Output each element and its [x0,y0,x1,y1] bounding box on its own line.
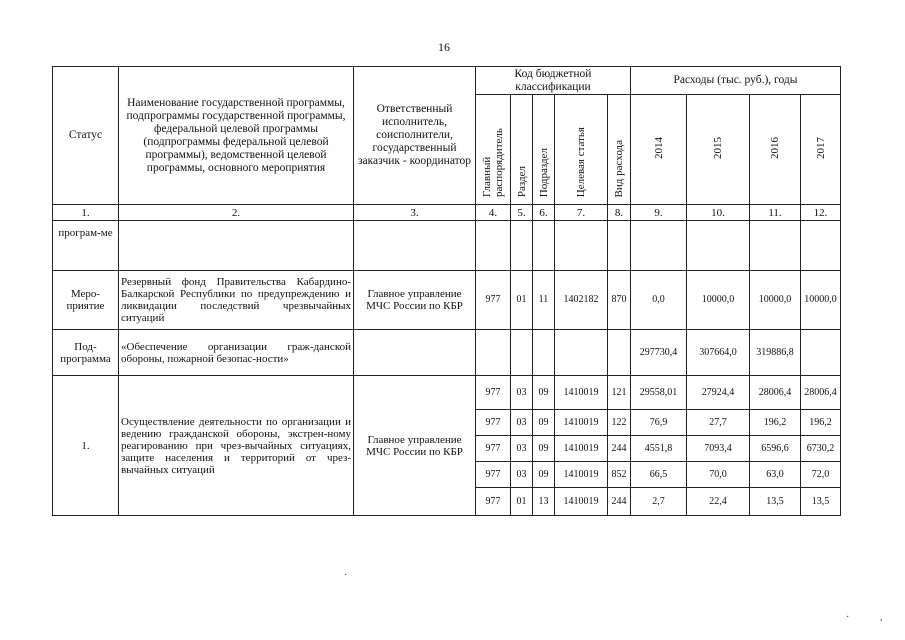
header-responsible: Ответственный исполнитель, соисполнители, государственный заказчик - координатор [354,67,476,205]
code-cell: 977 [476,410,511,436]
code-cell: 977 [476,488,511,516]
header-budget-code: Код бюджетной классификации [476,67,631,95]
column-number: 12. [801,205,841,221]
value-cell: 297730,4 [631,330,687,376]
code-cell: 01 [511,271,533,330]
header-status: Статус [53,67,119,205]
column-number: 4. [476,205,511,221]
value-cell: 6596,6 [750,436,801,462]
value-cell: 10000,0 [750,271,801,330]
header-expenses: Расходы (тыс. руб.), годы [631,67,841,95]
code-cell: 03 [511,410,533,436]
value-cell: 196,2 [750,410,801,436]
value-cell: 13,5 [801,488,841,516]
column-number: 10. [687,205,750,221]
row-status: Меро-приятие [53,271,119,330]
code-cell: 03 [511,436,533,462]
code-cell: 121 [608,376,631,410]
value-cell: 6730,2 [801,436,841,462]
row-status: програм-ме [53,221,119,271]
scan-speck: · [344,570,348,581]
column-number: 8. [608,205,631,221]
header-code-col: Целевая статья [555,95,608,205]
row-name: «Обеспечение организации граж-данской обороны, пожарной безопас-ности» [119,330,354,376]
table-row [53,221,841,271]
header-year: 2014 [631,95,687,205]
value-cell: 13,5 [750,488,801,516]
code-cell: 09 [533,462,555,488]
code-cell: 09 [533,436,555,462]
value-cell: 27924,4 [687,376,750,410]
code-cell: 13 [533,488,555,516]
code-cell: 11 [533,271,555,330]
column-number: 5. [511,205,533,221]
column-number: 2. [119,205,354,221]
header-code-col: Главный распорядитель [476,95,511,205]
table-row [53,330,841,376]
value-cell: 63,0 [750,462,801,488]
row-status: Под-программа [53,330,119,376]
value-cell: 7093,4 [687,436,750,462]
table-row [53,271,841,330]
code-cell: 1410019 [555,462,608,488]
code-cell: 01 [511,488,533,516]
code-cell: 852 [608,462,631,488]
value-cell: 29558,01 [631,376,687,410]
code-cell: 870 [608,271,631,330]
column-number: 1. [53,205,119,221]
code-cell: 977 [476,436,511,462]
value-cell: 2,7 [631,488,687,516]
code-cell: 977 [476,462,511,488]
value-cell: 72,0 [801,462,841,488]
value-cell: 70,0 [687,462,750,488]
value-cell: 22,4 [687,488,750,516]
header-year: 2017 [801,95,841,205]
header-code-col: Подраздел [533,95,555,205]
row-status: 1. [53,376,119,516]
code-cell: 1410019 [555,376,608,410]
scan-speck: · [846,612,850,623]
column-number: 6. [533,205,555,221]
column-number: 7. [555,205,608,221]
value-cell: 10000,0 [801,271,841,330]
scan-speck: , [880,612,883,623]
value-cell: 307664,0 [687,330,750,376]
code-cell: 1410019 [555,410,608,436]
value-cell: 0,0 [631,271,687,330]
row-name: Резервный фонд Правительства Кабардино-Балкарской Республики по предупреждению и ликвидации последствий чрезвычайных ситуаций [119,271,354,330]
value-cell: 27,7 [687,410,750,436]
code-cell: 977 [476,376,511,410]
code-cell: 122 [608,410,631,436]
value-cell: 66,5 [631,462,687,488]
code-cell: 03 [511,376,533,410]
header-year: 2015 [687,95,750,205]
value-cell: 76,9 [631,410,687,436]
code-cell: 244 [608,488,631,516]
code-cell: 09 [533,410,555,436]
header-name: Наименование государственной программы, подпрограммы государственной программы, федеральной целевой программы (подпрограммы федеральной целевой программы), ведомственной целевой программы, основного мероприятия [119,67,354,205]
value-cell [801,330,841,376]
header-code-col: Вид расхода [608,95,631,205]
code-cell: 03 [511,462,533,488]
value-cell: 28006,4 [801,376,841,410]
code-cell: 1402182 [555,271,608,330]
value-cell: 4551,8 [631,436,687,462]
program-table [52,66,841,516]
code-cell: 977 [476,271,511,330]
value-cell: 10000,0 [687,271,750,330]
code-cell: 09 [533,376,555,410]
value-cell: 28006,4 [750,376,801,410]
row-name: Осуществление деятельности по организации и ведению гражданской обороны, экстрен-ному реагированию при чрез-вычайных ситуациях, защите населения и территорий от чрез-вычайных ситуаций [119,376,354,516]
row-responsible: Главное управление МЧС России по КБР [354,376,476,516]
header-code-col: Раздел [511,95,533,205]
page-number: 16 [438,40,450,54]
code-cell: 1410019 [555,488,608,516]
column-number: 3. [354,205,476,221]
code-cell: 1410019 [555,436,608,462]
table-row [53,376,841,410]
header-year: 2016 [750,95,801,205]
row-responsible: Главное управление МЧС России по КБР [354,271,476,330]
column-number: 9. [631,205,687,221]
value-cell: 319886,8 [750,330,801,376]
code-cell: 244 [608,436,631,462]
value-cell: 196,2 [801,410,841,436]
column-number: 11. [750,205,801,221]
